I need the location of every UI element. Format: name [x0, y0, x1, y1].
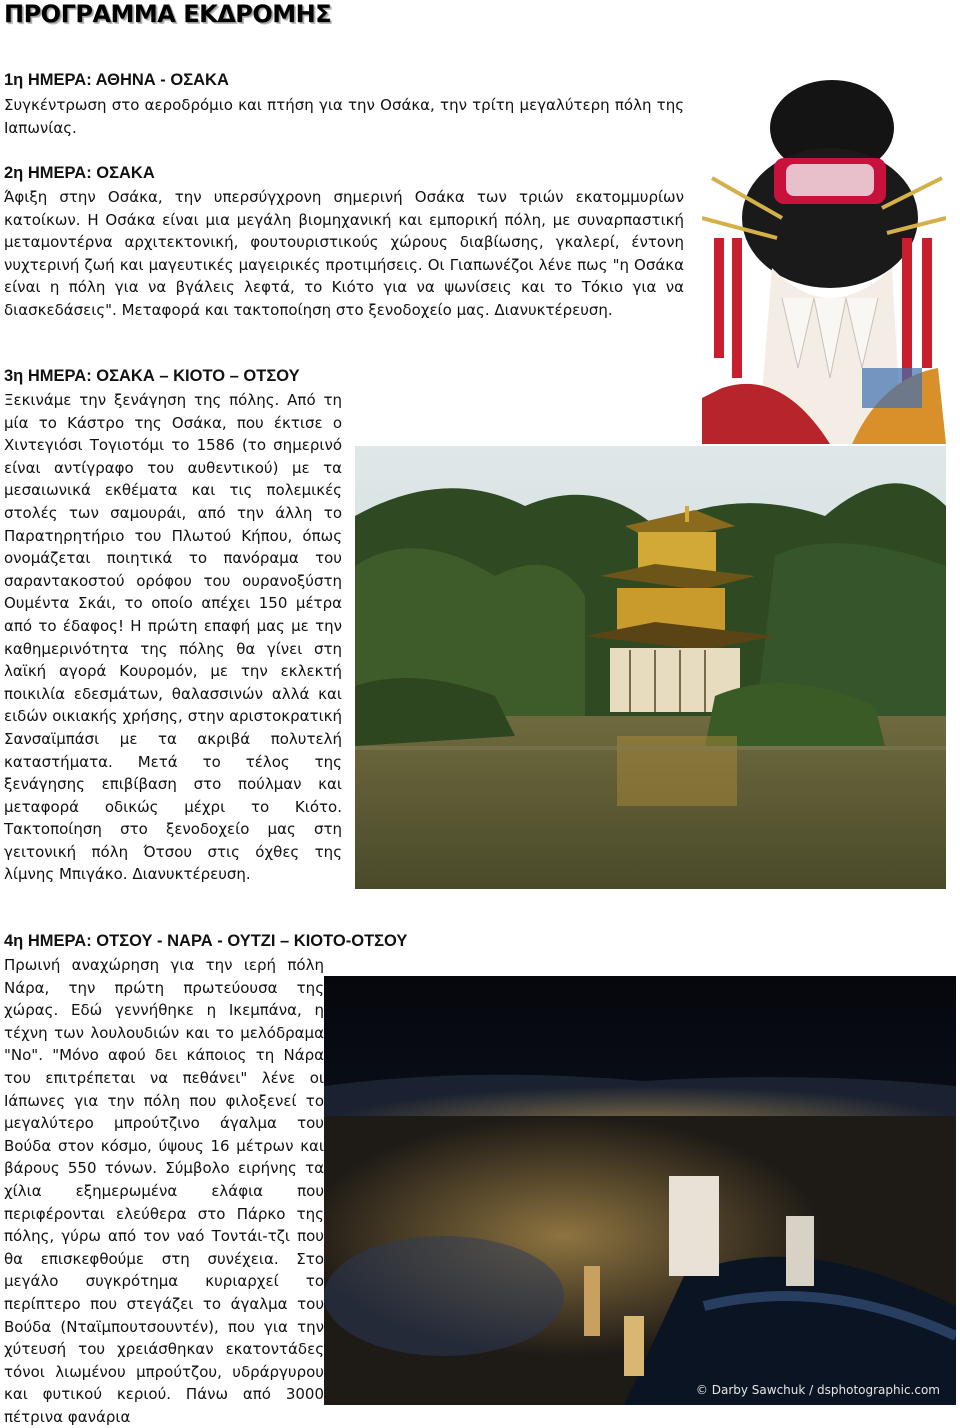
day-1-heading: 1η ΗΜΕΡΑ: ΑΘΗΝΑ - ΟΣΑΚΑ — [4, 71, 229, 89]
day-1-text: Συγκέντρωση στο αεροδρόμιο και πτήση για την Οσάκα, την τρίτη μεγαλύτερη πόλη της Ιαπωνίας. — [4, 96, 684, 137]
day-3-heading: 3η ΗΜΕΡΑ: ΟΣΑΚΑ – ΚΙΟΤΟ – ΟΤΣΟΥ — [4, 367, 300, 385]
page-title: ΠΡΟΓΡΑΜΜΑ ΕΚΔΡΟΜΗΣ — [4, 0, 332, 28]
geisha-hairstyle-icon — [702, 68, 946, 444]
night-city-icon — [324, 976, 956, 1405]
pavilion-photo — [355, 446, 946, 889]
day-2-heading: 2η ΗΜΕΡΑ: ΟΣΑΚΑ — [4, 164, 155, 182]
day-4-heading: 4η ΗΜΕΡΑ: ΟΤΣΟΥ - ΝΑΡΑ - ΟΥΤΖΙ – ΚΙΟΤΟ-ΟΤΣΟΥ — [4, 932, 408, 950]
photo-watermark: © Darby Sawchuk / dsphotographic.com — [695, 1383, 940, 1397]
day-2-text: Άφιξη στην Οσάκα, την υπερσύγχρονη σημερινή Οσάκα των τριών εκατομμυρίων κατοίκων. Η Οσάκα είναι μια μεγάλη βιομηχανική και εμπορική πόλη, με συναρπαστική μεταμοντέρνα αρχιτεκτονική, φουτουριστικούς χώρους διαβίωσης, γκαλερί, έντονη νυχτερινή ζωή και μαγευτικές μαγειρικές προτιμήσεις. Οι Γιαπωνέζοι λένε πως "η Οσάκα είναι η πόλη για να βγάλεις λεφτά, το Κιότο για να ψωνίσεις και το Τόκιο για να διασκεδάσεις". Μεταφορά και τακτοποίηση στο ξενοδοχείο μας. Διανυκτέρευση. — [4, 188, 684, 319]
day-3-text: Ξεκινάμε την ξενάγηση της πόλης. Από τη μία το Κάστρο της Οσάκα, που έκτισε ο Χιντεγιόσι Τογιοτόμι το 1586 (το σημερινό είναι αντίγραφο του αυθεντικού) με τα μεσαιωνικά εκθέματα και τις πολεμικές στολές των σαμουράι, από την άλλη το Παρατηρητήριο του Πλωτού Κήπου, όπως ονομάζεται ποιητικά το πανόραμα του σαραντακοστού ορόφου του ουρανοξύστη Ουμέντα Σκάι, το οποίο απέχει 150 μέτρα από το έδαφος! Η πρώτη επαφή μας με την καθημερινότητα της πόλης θα γίνει στη λαϊκή αγορά Κουρομόν, με την εκλεκτή ποικιλία εδεσμάτων, θαλασσινών αλλά και ειδών οικιακής χρήσης, στην αριστοκρατική Σανσαϊμπάσι με τα ακριβά πολυτελή καταστήματα. Μετά το τέλος της ξενάγησης επιβίβαση στο πούλμαν και μεταφορά οδικώς μέχρι το Κιότο. Τακτοποίηση στο ξενοδοχείο μας στη γειτονική πόλη Ότσου στις όχθες της λίμνης Μπιγάκο. Διανυκτέρευση. — [4, 391, 342, 884]
city-photo — [324, 976, 956, 1405]
geisha-photo — [702, 68, 946, 444]
golden-pavilion-icon — [355, 446, 946, 889]
day-4-text: Πρωινή αναχώρηση για την ιερή πόλη Νάρα, την πρώτη πρωτεύουσα της χώρας. Εδώ γεννήθηκε η Ικεμπάνα, η τέχνη των λουλουδιών και το μελόδραμα "Νο". "Μόνο αφού δει κάποιος τη Νάρα του επιτρέπεται να πεθάνει" λένε οι Ιάπωνες για την πόλη που φιλοξενεί το μεγαλύτερο μπρούτζινο άγαλμα του Βούδα στον κόσμο, ύψους 16 μέτρων και βάρους 550 τόνων. Σύμβολο ειρήνης τα χίλια εξημερωμένα ελάφια που περιφέρονται ελεύθερα στο Πάρκο της πόλης, γύρω από τον ναό Τοντάι-τζι που θα επισκεφθούμε στη συνέχεια. Στο μεγάλο συγκρότημα κυριαρχεί το περίπτερο που στεγάζει το άγαλμα του Βούδα (Νταϊμπουτσουντέν), που για την χύτευσή του χρειάσθηκαν εκατοντάδες τόνοι λιωμένου μπρούτζου, υδράργυρου και φυτικού κεριού. Πάνω από 3000 πέτρινα φανάρια — [4, 956, 324, 1426]
